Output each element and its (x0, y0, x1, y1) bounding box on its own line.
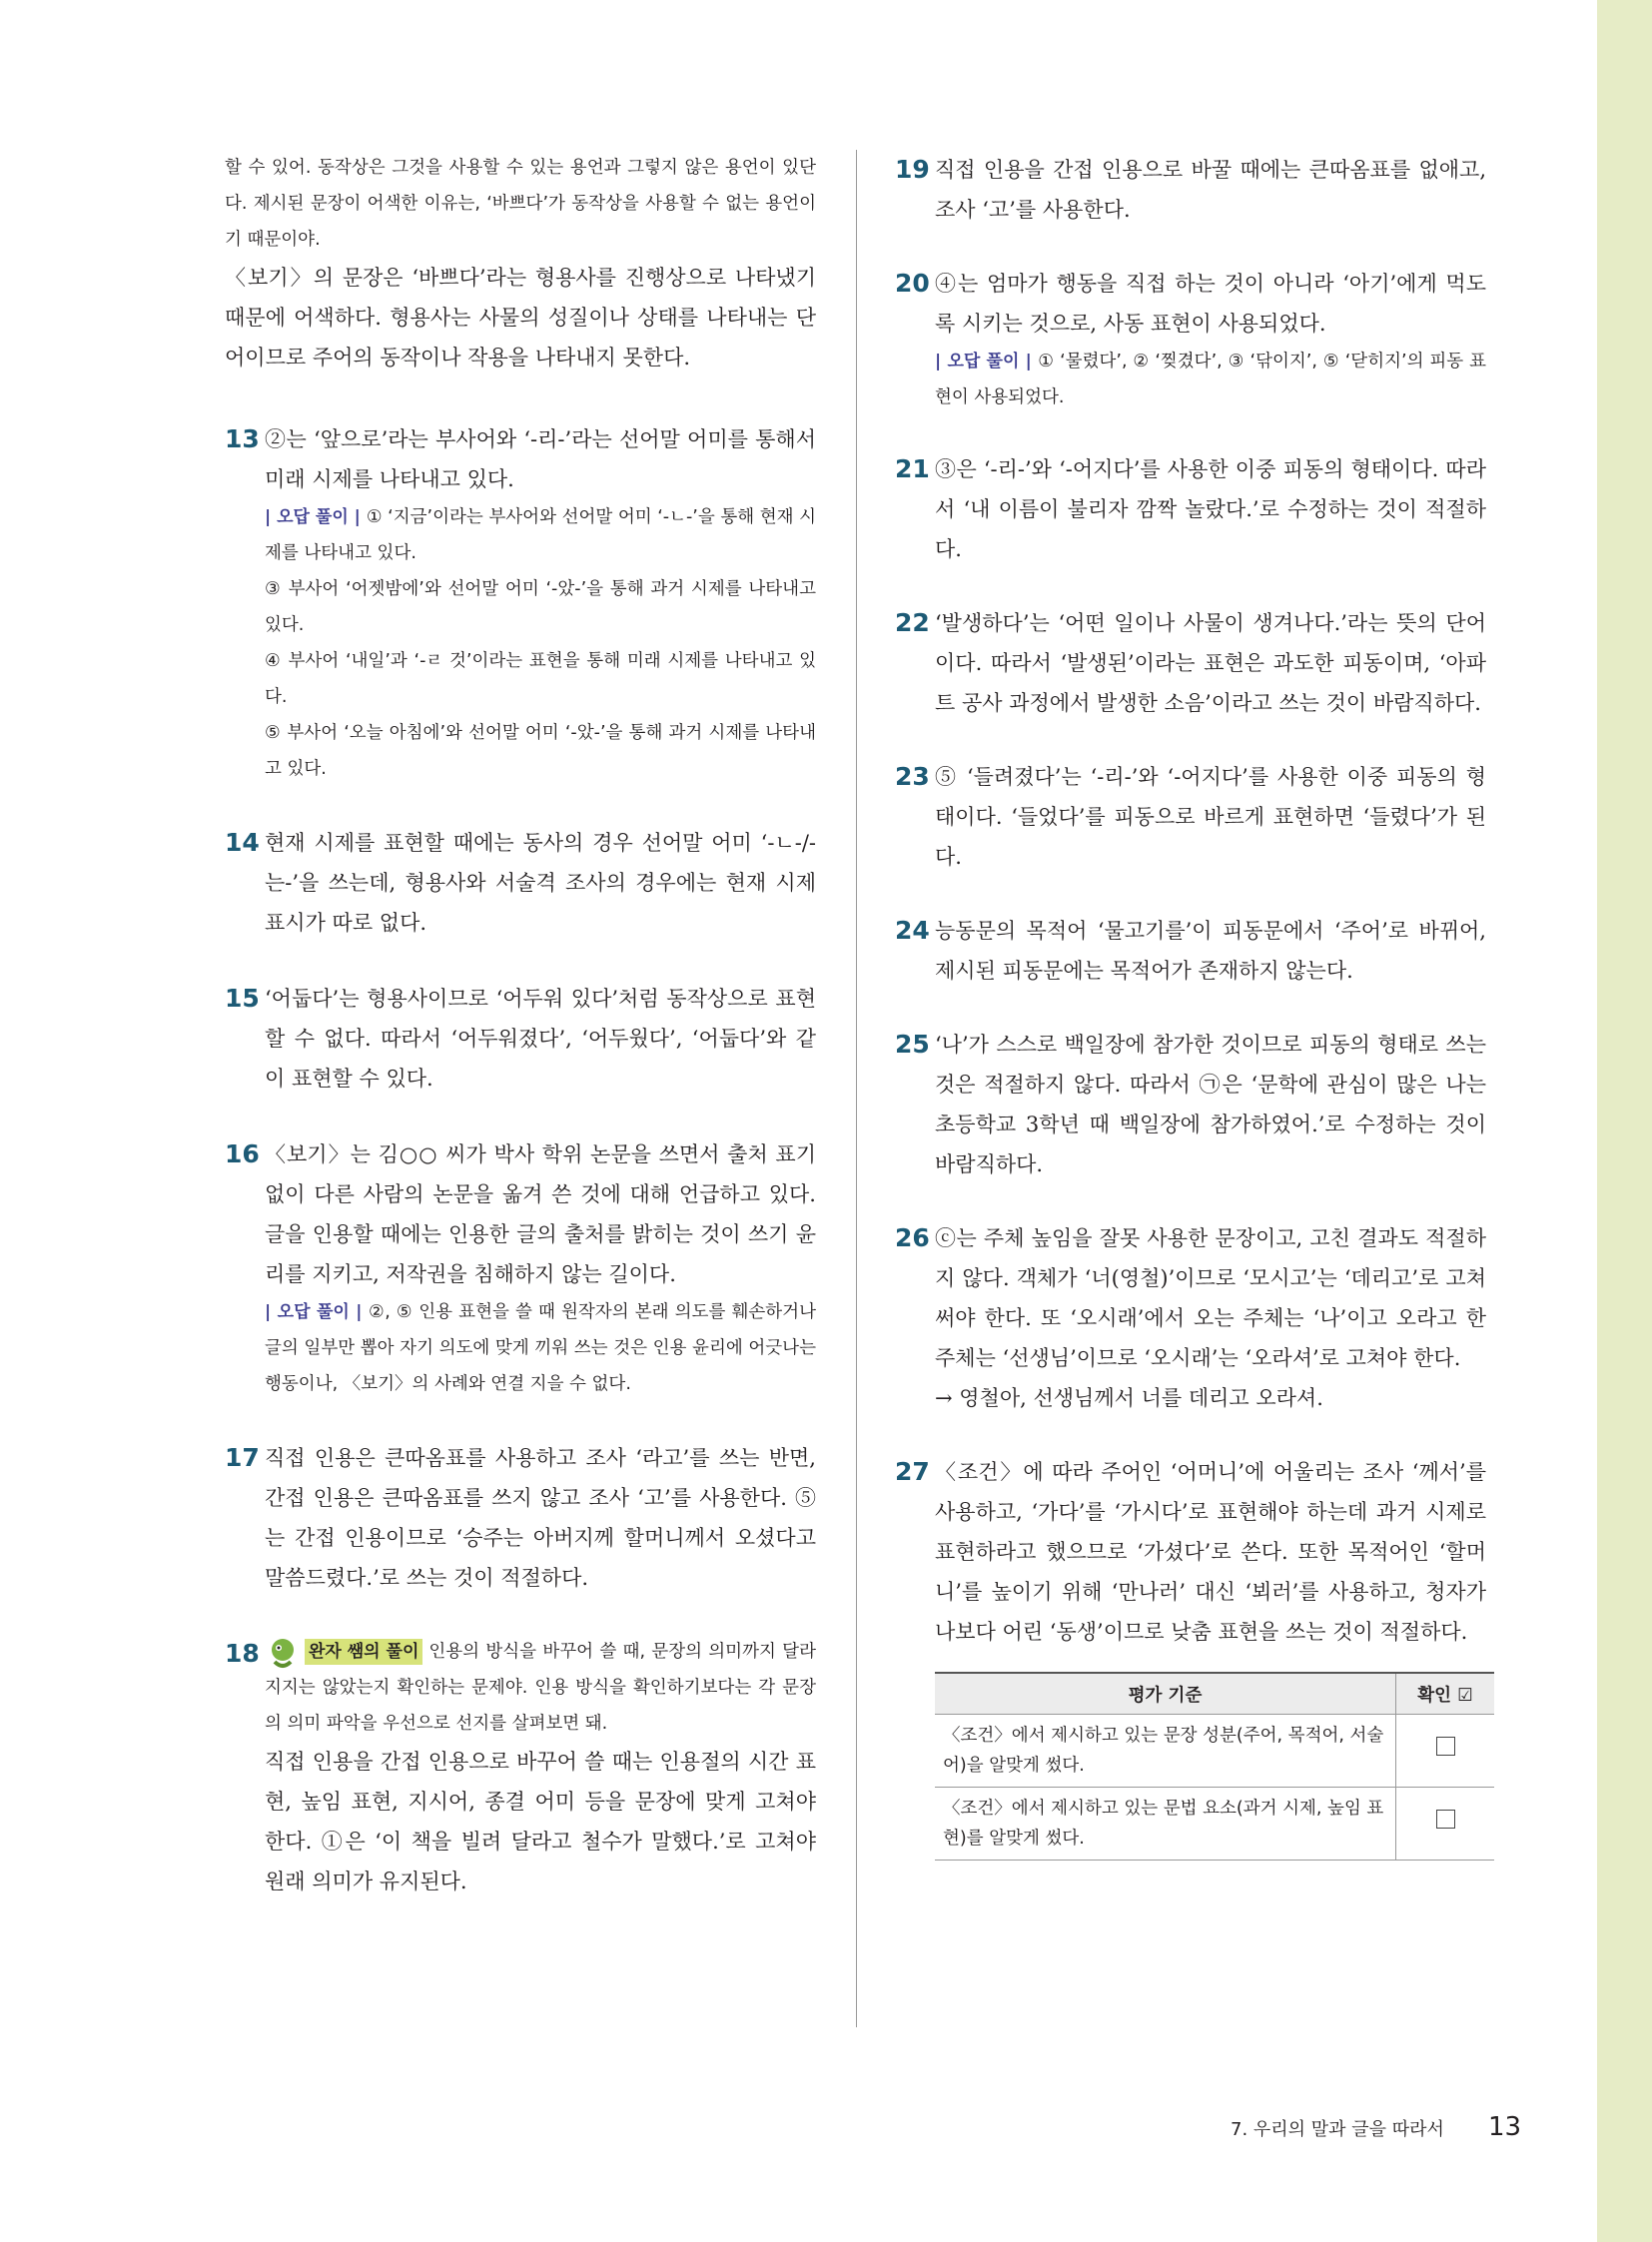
answer-text: ⓒ는 주체 높임을 잘못 사용한 문장이고, 고친 결과도 적절하지 않다. 객체가 ‘너(영철)’이므로 ‘모시고’는 ‘데리고’로 고쳐 써야 한다. 또 ‘오시래’에서 오는 주체는 ‘나’이고 오라고 한 주체는 ‘선생님’이므로 ‘오시래’는 ‘오라셔’로 고쳐야 한다. (935, 1226, 1486, 1370)
criteria-header: 평가 기준 (935, 1673, 1396, 1715)
table-row (935, 1788, 1494, 1861)
question-number: 27 (895, 1457, 930, 1486)
note-text: ③ 부사어 ‘어젯밤에’와 선어말 어미 ‘-았-’을 통해 과거 시제를 나타내고 있다. (265, 579, 816, 635)
table-row (935, 1715, 1494, 1788)
corrected-sentence: → 영철아, 선생님께서 너를 데리고 오라셔. (935, 1386, 1323, 1410)
answer-text: 직접 인용은 큰따옴표를 사용하고 조사 ‘라고’를 쓰는 반면, 간접 인용은 큰따옴표를 쓰지 않고 조사 ‘고’를 사용한다. ⑤는 간접 인용이므로 ‘승주는 아버지께 할머니께서 오셨다고 말씀드렸다.’로 쓰는 것이 적절하다. (265, 1446, 816, 1590)
left-column (225, 150, 816, 1901)
chapter-title: 7. 우리의 말과 글을 따라서 (1231, 2119, 1444, 2140)
intro-note: 할 수 있어. 동작상은 그것을 사용할 수 있는 용언과 그렇지 않은 용언이 있단다. 제시된 문장이 어색한 이유는, ‘바쁘다’가 동작상을 사용할 수 없는 용언이기 때문이야. (225, 158, 816, 250)
answer-text: ③은 ‘-리-’와 ‘-어지다’를 사용한 이중 피동의 형태이다. 따라서 ‘내 이름이 불리자 깜짝 놀랐다.’로 수정하는 것이 적절하다. (935, 457, 1486, 561)
answer-text: ②는 ‘앞으로’라는 부사어와 ‘-리-’라는 선어말 어미를 통해서 미래 시제를 나타내고 있다. (265, 427, 816, 491)
answer-text: 현재 시제를 표현할 때에는 동사의 경우 선어말 어미 ‘-ㄴ-/-는-’을 쓰는데, 형용사와 서술격 조사의 경우에는 현재 시제 표시가 따로 없다. (265, 831, 816, 935)
answer-text: ‘발생하다’는 ‘어떤 일이나 사물이 생겨나다.’라는 뜻의 단어이다. 따라서 ‘발생된’이라는 표현은 과도한 피동이며, ‘아파트 공사 과정에서 발생한 소음’이라고 쓰는 것이 바람직하다. (935, 611, 1486, 715)
note-text: ②, ⑤ 인용 표현을 쓸 때 원작자의 본래 의도를 훼손하거나 글의 일부만 뽑아 자기 의도에 맞게 끼워 쓰는 것은 인용 윤리에 어긋나는 행동이나, 〈보기〉의 사례와 연결 지을 수 없다. (265, 1302, 816, 1394)
answer-text: ④는 엄마가 행동을 직접 하는 것이 아니라 ‘아기’에게 먹도록 시키는 것으로, 사동 표현이 사용되었다. (935, 272, 1486, 336)
answer-text: 직접 인용을 간접 인용으로 바꿀 때에는 큰따옴표를 없애고, 조사 ‘고’를 사용한다. (935, 158, 1486, 222)
answer-text: ‘어둡다’는 형용사이므로 ‘어두워 있다’처럼 동작상으로 표현할 수 없다. 따라서 ‘어두워졌다’, ‘어두웠다’, ‘어둡다’와 같이 표현할 수 있다. (265, 987, 816, 1091)
table-header-row (935, 1673, 1494, 1715)
criterion-cell: 〈조건〉에서 제시하고 있는 문법 요소(과거 시제, 높임 표현)를 알맞게 썼다. (935, 1788, 1396, 1861)
question-number: 16 (225, 1139, 260, 1168)
note-text: ④ 부사어 ‘내일’과 ‘-ㄹ 것’이라는 표현을 통해 미래 시제를 나타내고 있다. (265, 651, 816, 707)
note-text: ① ‘물렸다’, ② ‘찢겼다’, ③ ‘닦이지’, ⑤ ‘닫히지’의 피동 표현이 사용되었다. (935, 352, 1486, 407)
question-number: 21 (895, 454, 930, 483)
answer-24 (895, 911, 1486, 991)
column-divider (856, 150, 857, 2027)
side-band (1597, 0, 1652, 2242)
question-number: 17 (225, 1443, 260, 1472)
checkbox-icon[interactable] (1436, 1737, 1455, 1756)
check-cell (1396, 1715, 1495, 1788)
answer-18 (225, 1634, 816, 1901)
answer-text: ‘나’가 스스로 백일장에 참가한 것이므로 피동의 형태로 쓰는 것은 적절하지 않다. 따라서 ㉠은 ‘문학에 관심이 많은 나는 초등학교 3학년 때 백일장에 참가하였어.’로 수정하는 것이 바람직하다. (935, 1033, 1486, 1176)
question-number: 20 (895, 269, 930, 298)
question-number: 24 (895, 916, 930, 945)
note-text: 인용의 방식을 바꾸어 쓸 때, 문장의 의미까지 달라지지는 않았는지 확인하는 문제야. 인용 방식을 확인하기보다는 각 문장의 의미 파악을 우선으로 선지를 살펴보면 돼. (265, 1642, 816, 1734)
question-number: 23 (895, 762, 930, 791)
wrong-answer-tag: | 오답 풀이 | (265, 507, 361, 527)
answer-14 (225, 823, 816, 943)
answer-15 (225, 979, 816, 1099)
answer-17 (225, 1438, 816, 1598)
checkbox-icon[interactable] (1436, 1810, 1455, 1829)
answer-21 (895, 449, 1486, 569)
answer-27 (895, 1452, 1486, 1861)
intro-answer: 〈보기〉의 문장은 ‘바쁘다’라는 형용사를 진행상으로 나타냈기 때문에 어색하다. 형용사는 사물의 성질이나 상태를 나타내는 단어이므로 주어의 동작이나 작용을 나타내지 못한다. (225, 266, 816, 370)
question-number: 22 (895, 608, 930, 637)
answer-text: 〈보기〉는 김○○ 씨가 박사 학위 논문을 쓰면서 출처 표기 없이 다른 사람의 논문을 옮겨 쓴 것에 대해 언급하고 있다. 글을 인용할 때에는 인용한 글의 출처를 밝히는 것이 쓰기 윤리를 지키고, 저작권을 침해하지 않는 길이다. (265, 1142, 816, 1286)
wrong-answer-note (935, 344, 1486, 415)
answer-23 (895, 757, 1486, 877)
answer-22 (895, 603, 1486, 723)
evaluation-table (935, 1672, 1494, 1861)
answer-text: 능동문의 목적어 ‘물고기를’이 피동문에서 ‘주어’로 바뀌어, 제시된 피동문에는 목적어가 존재하지 않는다. (935, 919, 1486, 983)
answer-text: ⑤ ‘들려졌다’는 ‘-리-’와 ‘-어지다’를 사용한 이중 피동의 형태이다. ‘들었다’를 피동으로 바르게 표현하면 ‘들렸다’가 된다. (935, 765, 1486, 869)
answer-26 (895, 1218, 1486, 1418)
question-number: 18 (225, 1639, 260, 1668)
question-number: 19 (895, 155, 930, 184)
check-cell (1396, 1788, 1495, 1861)
question-number: 25 (895, 1030, 930, 1059)
page-number: 13 (1488, 2112, 1522, 2142)
teacher-badge: 완자 쌤의 풀이 (305, 1639, 422, 1665)
answer-20 (895, 264, 1486, 415)
question-number: 13 (225, 424, 260, 453)
answer-19 (895, 150, 1486, 230)
wrong-answer-note (265, 499, 816, 571)
criterion-cell: 〈조건〉에서 제시하고 있는 문장 성분(주어, 목적어, 서술어)을 알맞게 썼다. (935, 1715, 1396, 1788)
answer-text: 직접 인용을 간접 인용으로 바꾸어 쓸 때는 인용절의 시간 표현, 높임 표현, 지시어, 종결 어미 등을 문장에 맞게 고쳐야 한다. ①은 ‘이 책을 빌려 달라고 철수가 말했다.’로 고쳐야 원래 의미가 유지된다. (265, 1750, 816, 1893)
answer-text: 〈조건〉에 따라 주어인 ‘어머니’에 어울리는 조사 ‘께서’를 사용하고, ‘가다’를 ‘가시다’로 표현해야 하는데 과거 시제로 표현하라고 했으므로 ‘가셨다’로 쓴다. 또한 목적어인 ‘할머니’를 높이기 위해 ‘만나러’ 대신 ‘뵈러’를 사용하고, 청자가 나보다 어린 ‘동생’이므로 낮춤 표현을 쓰는 것이 적절하다. (935, 1460, 1486, 1644)
question-number: 26 (895, 1223, 930, 1252)
question-number: 14 (225, 828, 260, 857)
mascot-icon (265, 1636, 301, 1672)
wrong-answer-tag: | 오답 풀이 | (935, 352, 1032, 372)
answer-13 (225, 419, 816, 787)
note-text: ① ‘지금’이라는 부사어와 선어말 어미 ‘-ㄴ-’을 통해 현재 시제를 나타내고 있다. (265, 507, 816, 563)
wrong-answer-note (265, 1294, 816, 1402)
note-text: ⑤ 부사어 ‘오늘 아침에’와 선어말 어미 ‘-았-’을 통해 과거 시제를 나타내고 있다. (265, 723, 816, 779)
teacher-explanation (265, 1634, 816, 1742)
question-number: 15 (225, 984, 260, 1013)
right-column (895, 150, 1486, 1861)
wrong-answer-tag: | 오답 풀이 | (265, 1302, 363, 1322)
check-header: 확인 ☑ (1396, 1673, 1495, 1715)
answer-25 (895, 1025, 1486, 1184)
answer-16 (225, 1134, 816, 1402)
